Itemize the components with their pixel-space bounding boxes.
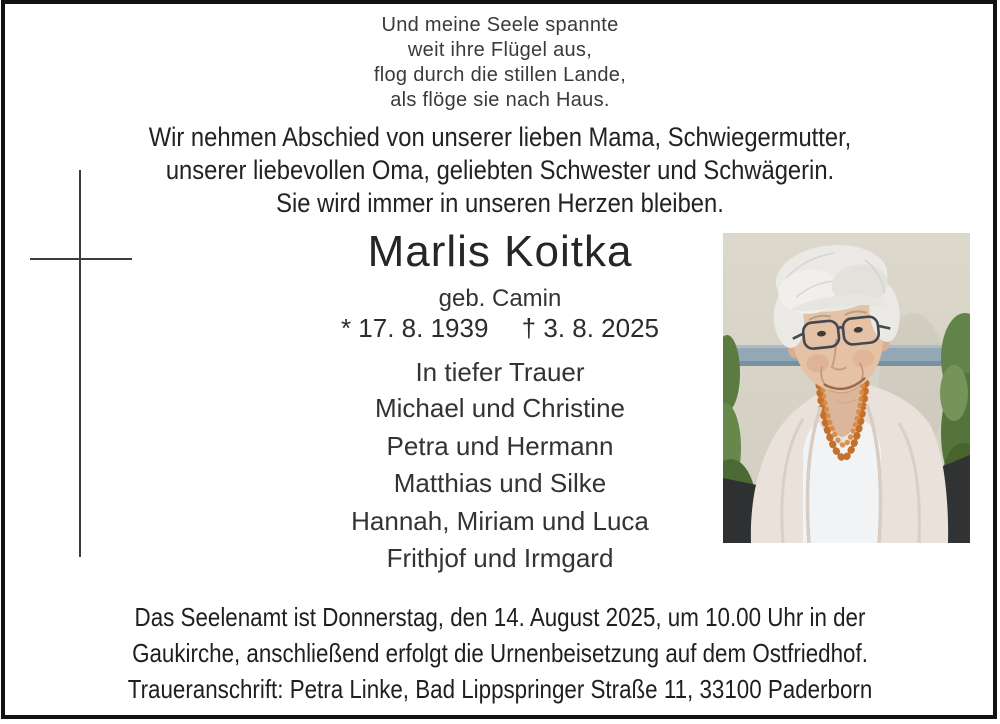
portrait-illustration [723, 233, 970, 543]
poem-line: Und meine Seele spannte [381, 14, 619, 36]
mourner-line: Petra und Hermann [386, 430, 614, 461]
service-info [0, 599, 1000, 671]
mourner-line: Frithjof und Irmgard [386, 543, 614, 573]
poem-line: flog durch die stillen Lande, [373, 64, 627, 86]
poem-line: weit ihre Flügel aus, [407, 39, 593, 61]
mourning-intro: In tiefer Trauer [415, 357, 585, 387]
poem-line: als flöge sie nach Haus. [390, 89, 610, 111]
mourning-address [0, 672, 1000, 706]
farewell-line: unserer liebevollen Oma, geliebten Schwester und Schwägerin. [165, 155, 835, 185]
maiden-name: geb. Camin [438, 285, 562, 312]
death-date: † 3. 8. 2025 [521, 313, 660, 343]
portrait-photo [723, 233, 970, 543]
birth-date: * 17. 8. 1939 [340, 313, 489, 343]
address-line: Traueranschrift: Petra Linke, Bad Lippspringer Straße 11, 33100 Paderborn [127, 674, 873, 704]
farewell-line: Wir nehmen Abschied von unserer lieben Mama, Schwiegermutter, [148, 122, 852, 152]
farewell-text [0, 121, 1000, 220]
mourner-line: Matthias und Silke [393, 468, 607, 498]
mourner-line: Hannah, Miriam und Luca [351, 505, 649, 536]
deceased-name: Marlis Koitka [367, 227, 633, 276]
mourner-line: Michael und Christine [374, 393, 625, 423]
poem [0, 13, 1000, 113]
farewell-line: Sie wird immer in unseren Herzen bleiben. [276, 188, 724, 218]
service-line: Gaukirche, anschließend erfolgt die Urnenbeisetzung auf dem Ostfriedhof. [132, 638, 868, 668]
service-line: Das Seelenamt ist Donnerstag, den 14. August 2025, um 10.00 Uhr in der [134, 602, 866, 632]
